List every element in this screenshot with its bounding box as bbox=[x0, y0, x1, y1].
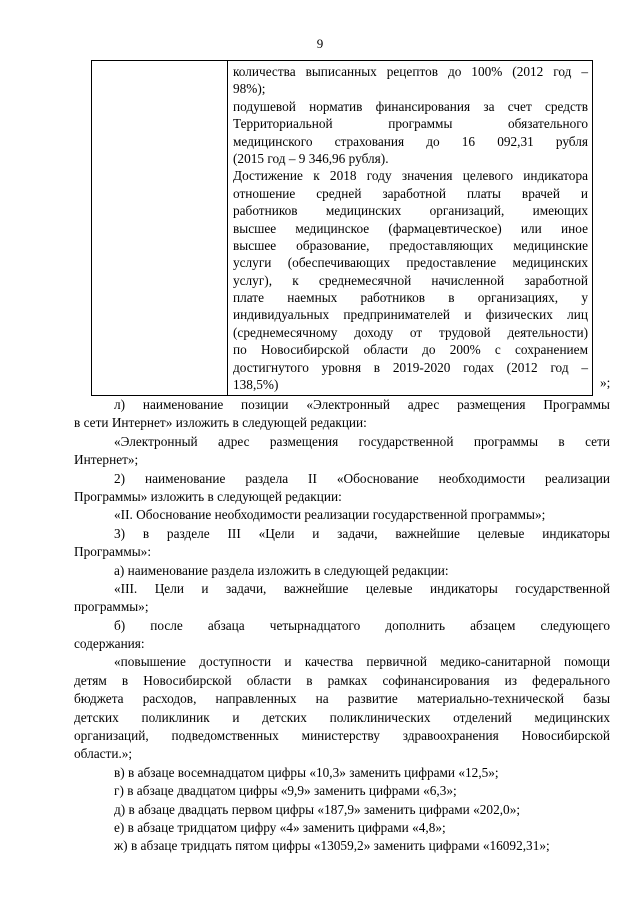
cell-text-line: Территориальной программы обязательного bbox=[233, 116, 588, 132]
cell-text-line: 98%); bbox=[233, 81, 266, 97]
paragraph-line: организаций, подведомственных министерству здравоохранения Новосибирской bbox=[74, 728, 610, 744]
paragraph-line: е) в абзаце тридцатом цифру «4» заменить цифрами «4,8»; bbox=[114, 819, 446, 835]
table-cell-left bbox=[92, 61, 228, 396]
paragraph-line: Программы» изложить в следующей редакции: bbox=[74, 488, 342, 504]
page-number: 9 bbox=[316, 36, 324, 51]
paragraph-line: «Электронный адрес размещения государственной программы в сети bbox=[114, 433, 610, 449]
table-closing-mark: »; bbox=[600, 375, 611, 390]
paragraph-line: «II. Обоснование необходимости реализации государственной программы»; bbox=[114, 507, 546, 523]
cell-text-line: достигнутого уровня в 2019-2020 годах (2012 год – bbox=[233, 359, 588, 375]
paragraph-line: Интернет»; bbox=[74, 452, 139, 468]
cell-text-line: работников медицинских организаций, имеющих bbox=[233, 203, 588, 219]
paragraph-line: 2) наименование раздела II «Обоснование необходимости реализации bbox=[114, 470, 610, 486]
paragraph-line: б) после абзаца четырнадцатого дополнить абзацем следующего bbox=[114, 617, 610, 633]
paragraph-line: «повышение доступности и качества первичной медико-санитарной помощи bbox=[114, 654, 610, 670]
cell-text-line: подушевой норматив финансирования за счет средств bbox=[233, 98, 588, 114]
paragraph-line: г) в абзаце двадцатом цифры «9,9» заменить цифрами «6,3»; bbox=[114, 783, 457, 799]
paragraph-line: программы»; bbox=[74, 599, 149, 615]
table-cell-right bbox=[228, 61, 593, 396]
paragraph-line: детям в Новосибирской области в рамках софинансирования из федерального bbox=[74, 672, 610, 688]
cell-text-line: Достижение к 2018 году значения целевого индикатора bbox=[233, 168, 588, 184]
cell-text-line: услуг), к среднемесячной начисленной заработной bbox=[233, 272, 588, 288]
paragraph-line: 3) в разделе III «Цели и задачи, важнейшие целевые индикаторы bbox=[114, 525, 610, 541]
cell-text-line: высшее образование, предоставляющих медицинские bbox=[233, 237, 588, 253]
paragraph-line: бюджета расходов, направленных на развитие материально-технической базы bbox=[74, 691, 610, 707]
indicator-table bbox=[91, 60, 593, 396]
cell-text-line: 138,5%) bbox=[233, 377, 279, 393]
paragraph-line: детских поликлиник и детских поликлинических отделений медицинских bbox=[74, 709, 610, 725]
cell-text-line: количества выписанных рецептов до 100% (2012 год – bbox=[233, 64, 588, 79]
cell-text-line: (2015 год – 9 346,96 рубля). bbox=[233, 150, 389, 166]
cell-text-line: плате наемных работников в организациях, у bbox=[233, 290, 588, 306]
cell-text-line: услуги (обеспечивающих предоставление медицинских bbox=[233, 255, 588, 271]
paragraph-line: в сети Интернет» изложить в следующей редакции: bbox=[74, 415, 367, 431]
cell-text-line: высшее медицинское (фармацевтическое) или иное bbox=[233, 220, 588, 236]
paragraph-line: содержания: bbox=[74, 636, 145, 652]
cell-text-line: отношение средней заработной платы врачей и bbox=[233, 185, 588, 201]
cell-text-line: (среднемесячному доходу от трудовой деятельности) bbox=[233, 324, 588, 340]
cell-text-line: по Новосибирской области до 200% с сохранением bbox=[233, 342, 588, 358]
paragraph-line: л) наименование позиции «Электронный адрес размещения Программы bbox=[114, 397, 610, 412]
paragraph-line: д) в абзаце двадцать первом цифры «187,9» заменить цифрами «202,0»; bbox=[114, 801, 521, 817]
paragraph-line: в) в абзаце восемнадцатом цифры «10,3» заменить цифрами «12,5»; bbox=[114, 764, 499, 780]
paragraph-line: Программы»: bbox=[74, 544, 152, 560]
cell-text-line: индивидуальных предпринимателей и физических лиц bbox=[233, 307, 588, 323]
paragraph-line: а) наименование раздела изложить в следующей редакции: bbox=[114, 562, 449, 578]
paragraph-line: ж) в абзаце тридцать пятом цифры «13059,2» заменить цифрами «16092,31»; bbox=[114, 838, 550, 854]
paragraph-line: «III. Цели и задачи, важнейшие целевые индикаторы государственной bbox=[114, 580, 610, 596]
paragraph-line: области.»; bbox=[74, 746, 133, 762]
indicator-table-wrapper bbox=[91, 60, 593, 396]
amendments-text bbox=[74, 396, 610, 856]
table-row bbox=[92, 61, 593, 396]
cell-text-line: медицинского страхования до 16 092,31 рубля bbox=[233, 133, 588, 149]
